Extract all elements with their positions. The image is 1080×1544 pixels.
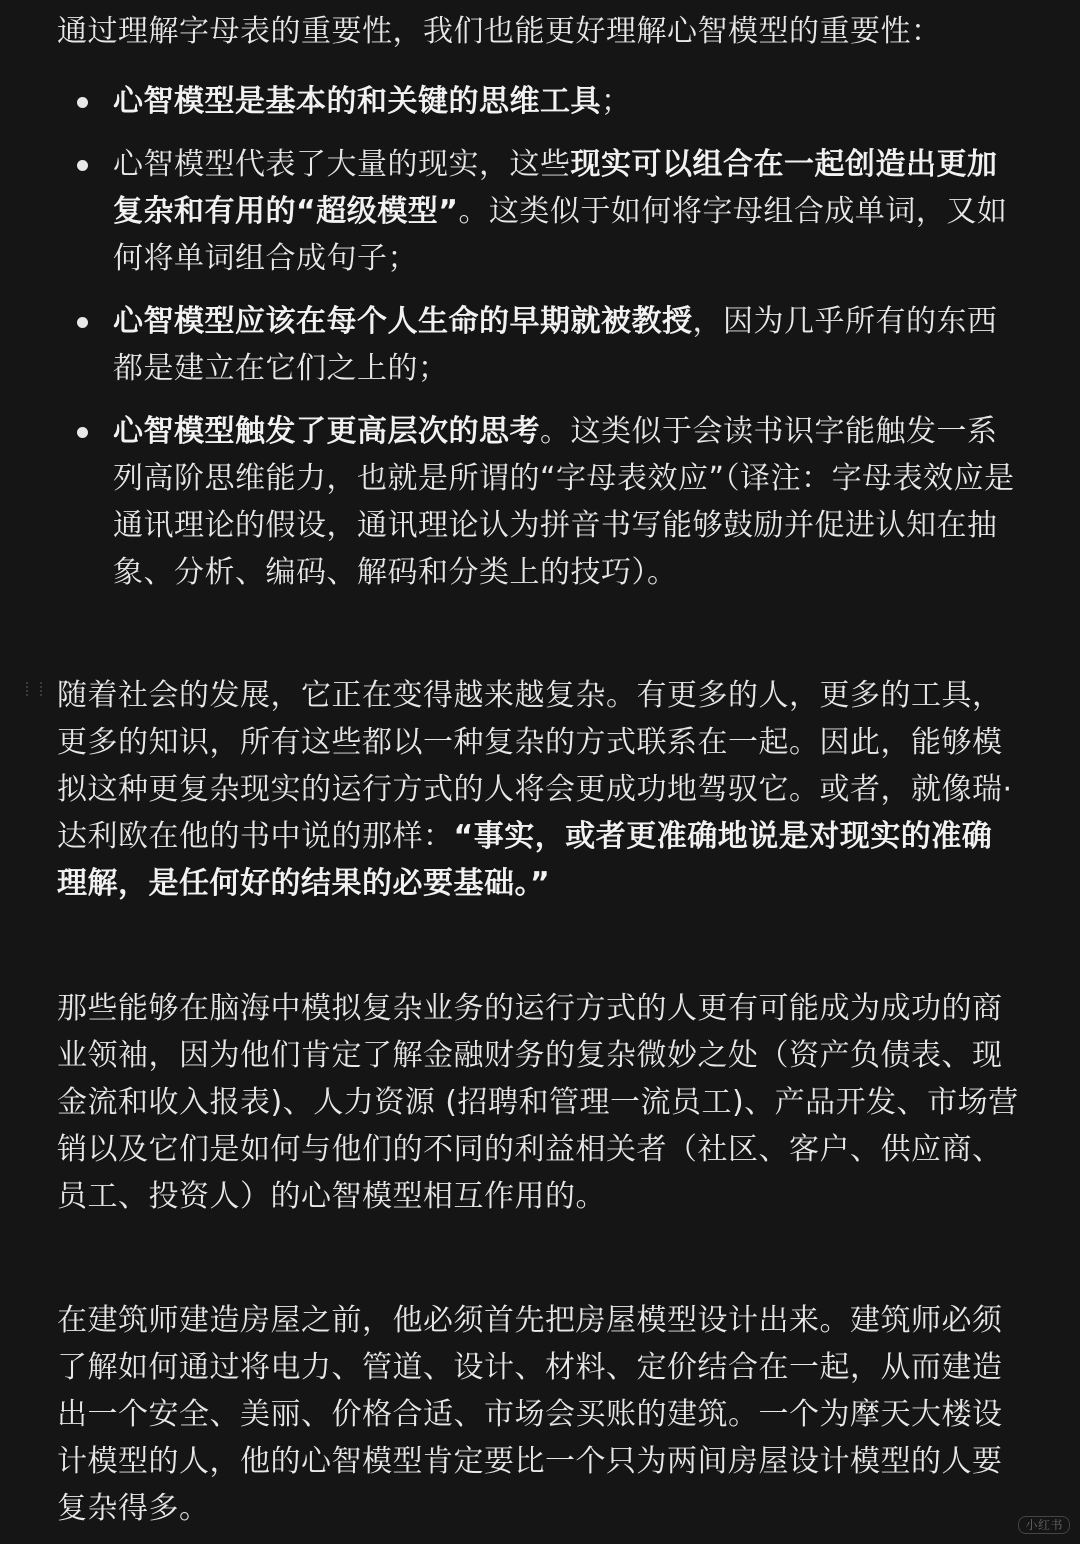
bullet-dot-icon (77, 160, 88, 171)
bullet-bold-text: 心智模型触发了更高层次的思考 (113, 414, 540, 449)
bullet-dot-icon (77, 97, 88, 108)
drag-handle-icon (26, 682, 42, 696)
bullet-list-container (57, 78, 1022, 612)
bullet-text: 心智模型代表了大量的现实，这些 (113, 147, 571, 182)
intro-text: 通过理解字母表的重要性，我们也能更好理解心智模型的重要性： (57, 14, 942, 49)
paragraph-business: 那些能够在脑海中模拟复杂业务的运行方式的人更有可能成为成功的商业领袖，因为他们肯定了解金融财务的复杂微妙之处（资产负债表、现金流和收入报表)、人力资源 (招聘和管理一流员工)、产品开发、市场营销以及它们是如何与他们的不同的利益相关者（社区、客户、供应商、员工、投资人）的心智模型相互作用的。 (57, 991, 1019, 1214)
bullet-bold-text: 现实可以组合在一起创造出更加复杂和有用的“超级模型” (113, 147, 998, 229)
watermark-badge: 小红书 (1018, 1516, 1070, 1534)
bullet-item (57, 298, 1022, 392)
bullet-bold-text: 心智模型是基本的和关键的思维工具 (113, 84, 601, 119)
bullet-dot-icon (77, 317, 88, 328)
article-body (57, 8, 1022, 1526)
bullet-text: 。这类似于如何将字母组合成单词，又如何将单词组合成句子； (113, 194, 1008, 276)
bullet-item (57, 78, 1022, 125)
bullet-list (57, 78, 1022, 596)
bullet-dot-icon (77, 427, 88, 438)
bullet-text: ； (601, 84, 632, 119)
bullet-text: ，因为几乎所有的东西都是建立在它们之上的； (113, 304, 998, 386)
paragraph-architect: 在建筑师建造房屋之前，他必须首先把房屋模型设计出来。建筑师必须了解如何通过将电力、管道、设计、材料、定价结合在一起，从而建造出一个安全、美丽、价格合适、市场会买账的建筑。一个为摩天大楼设计模型的人，他的心智模型肯定要比一个只为两间房屋设计模型的人要复杂得多。 (57, 1303, 1003, 1526)
bullet-item (57, 141, 1022, 282)
paragraph-text: 随着社会的发展，它正在变得越来越复杂。有更多的人，更多的工具，更多的知识，所有这些都以一种复杂的方式联系在一起。因此，能够模拟这种更复杂现实的运行方式的人将会更成功地驾驭它。或者，就像瑞·达利欧在他的书中说的那样： (57, 678, 1013, 854)
bullet-item (57, 408, 1022, 596)
bullet-text: 。这类似于会读书识字能触发一系列高阶思维能力，也就是所谓的“字母表效应”（译注：字母表效应是通讯理论的假设，通讯理论认为拼音书写能够鼓励并促进认知在抽象、分析、编码、解码和分类上的技巧）。 (113, 414, 1015, 590)
bullet-bold-text: 心智模型应该在每个人生命的早期就被教授 (113, 304, 693, 339)
quote-bold-text: “事实，或者更准确地说是对现实的准确理解，是任何好的结果的必要基础。” (57, 819, 993, 901)
paragraph-society (57, 672, 1022, 907)
